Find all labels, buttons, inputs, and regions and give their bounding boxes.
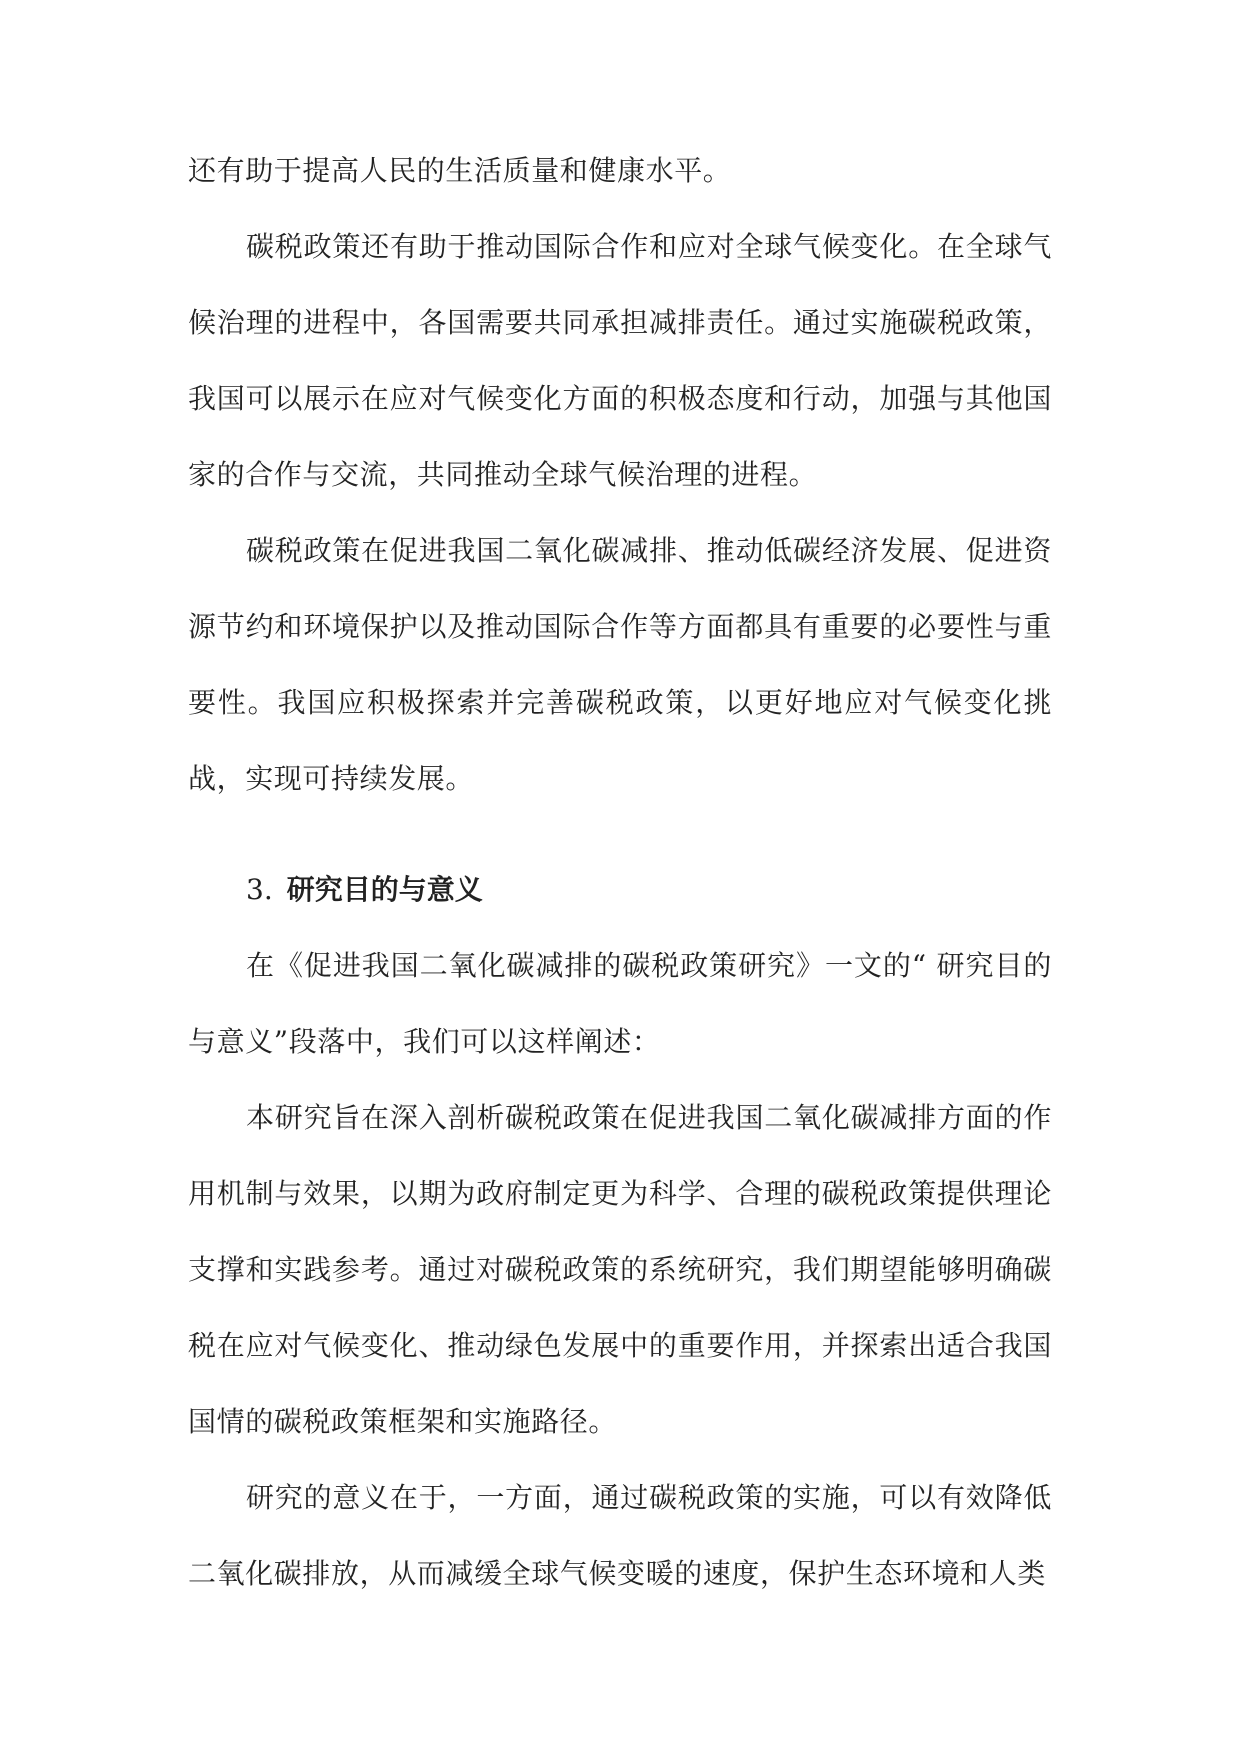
section-heading bbox=[188, 852, 1052, 928]
paragraph-necessity-summary: 碳税政策在促进我国二氧化碳减排、推动低碳经济发展、促进资源节约和环境保护以及推动国际合作等方面都具有重要的必要性与重要性。我国应积极探索并完善碳税政策，以更好地应对气候变化挑战，实现可持续发展。 bbox=[188, 534, 1052, 795]
paragraph-research-significance: 研究的意义在于，一方面，通过碳税政策的实施，可以有效降低二氧化碳排放，从而减缓全球气候变暖的速度，保护生态环境和人类 bbox=[188, 1481, 1052, 1590]
section-title: 研究目的与意义 bbox=[286, 873, 483, 906]
section-number: 3. bbox=[246, 873, 273, 906]
paragraph-research-purpose: 本研究旨在深入剖析碳税政策在促进我国二氧化碳减排方面的作用机制与效果，以期为政府制定更为科学、合理的碳税政策提供理论支撑和实践参考。通过对碳税政策的系统研究，我们期望能够明确碳税在应对气候变化、推动绿色发展中的重要作用，并探索出适合我国国情的碳税政策框架和实施路径。 bbox=[188, 1101, 1052, 1438]
paragraph-intro: 在《促进我国二氧化碳减排的碳税政策研究》一文的“ 研究目的与意义”段落中，我们可以这样阐述： bbox=[188, 949, 1052, 1058]
paragraph-continuation: 还有助于提高人民的生活质量和健康水平。 bbox=[188, 154, 732, 187]
document-body bbox=[188, 133, 1052, 1612]
paragraph-international-cooperation: 碳税政策还有助于推动国际合作和应对全球气候变化。在全球气候治理的进程中，各国需要共同承担减排责任。通过实施碳税政策，我国可以展示在应对气候变化方面的积极态度和行动，加强与其他国家的合作与交流，共同推动全球气候治理的进程。 bbox=[188, 230, 1052, 491]
